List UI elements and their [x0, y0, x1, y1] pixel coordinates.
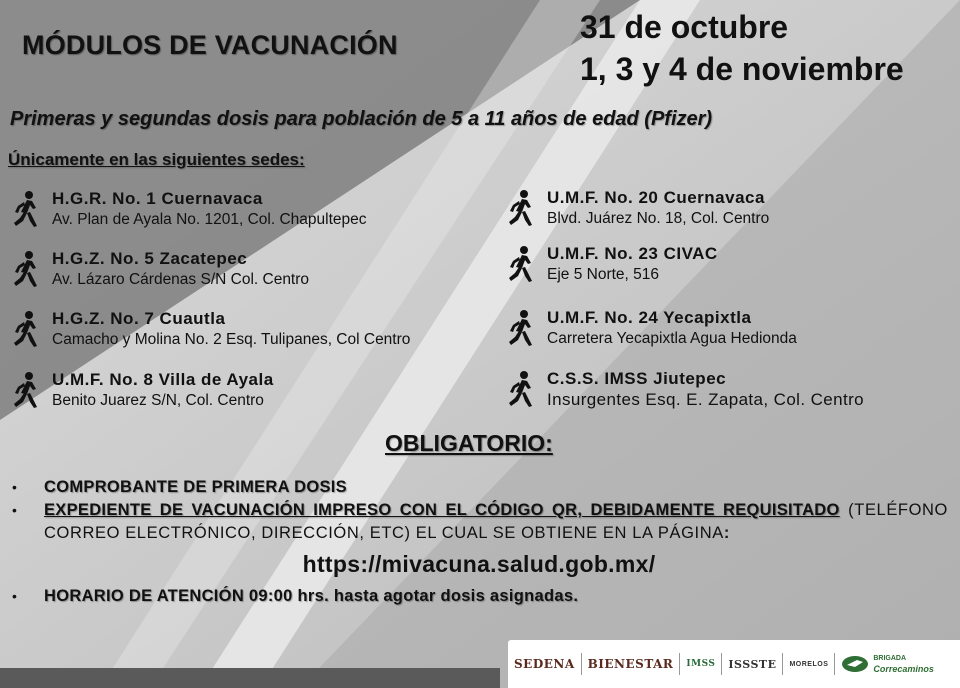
site-item	[8, 188, 367, 230]
bienestar-logo: BIENESTAR	[587, 657, 674, 671]
requirement-record-colon: :	[723, 524, 730, 542]
sites-intro: Únicamente en las siguientes sedes:	[8, 150, 305, 169]
site-name: U.M.F. No. 24 Yecapixtla	[547, 308, 752, 327]
imss-logo: IMSS	[686, 659, 716, 669]
site-item	[503, 243, 718, 285]
logo-divider	[581, 653, 582, 675]
site-address: Av. Plan de Ayala No. 1201, Col. Chapultepec	[52, 211, 367, 228]
walking-person-icon	[503, 189, 537, 227]
walking-person-icon	[503, 245, 537, 283]
brigada-logo-bottom: Correcaminos	[873, 664, 934, 674]
site-address: Insurgentes Esq. E. Zapata, Col. Centro	[547, 390, 865, 409]
sedena-logo: SEDENA	[514, 657, 575, 671]
site-name: U.M.F. No. 23 CIVAC	[547, 244, 718, 263]
requirements-list	[10, 476, 948, 608]
bullet: •	[12, 588, 17, 604]
site-name: U.M.F. No. 20 Cuernavaca	[547, 188, 765, 207]
site-address: Benito Juarez S/N, Col. Centro	[52, 392, 264, 409]
subtitle: Primeras y segundas dosis para población de 5 a 11 años de edad (Pfizer)	[10, 108, 713, 130]
logo-divider	[834, 653, 835, 675]
logo-divider	[679, 653, 680, 675]
logo-divider	[721, 653, 722, 675]
requirement-first-dose: COMPROBANTE DE PRIMERA DOSIS	[44, 478, 347, 496]
site-item	[503, 307, 797, 349]
walking-person-icon	[503, 370, 537, 408]
site-name: H.G.R. No. 1 Cuernavaca	[52, 189, 263, 208]
walking-person-icon	[8, 371, 42, 409]
site-name: H.G.Z. No. 7 Cuautla	[52, 309, 226, 328]
logo-divider	[782, 653, 783, 675]
brigada-emblem-icon	[841, 654, 869, 674]
bullet: •	[12, 479, 17, 495]
site-item	[503, 187, 769, 229]
logo-strip	[508, 640, 960, 688]
site-address: Carretera Yecapixtla Agua Hedionda	[547, 330, 797, 347]
list-item	[10, 476, 948, 499]
requirement-record	[44, 499, 948, 545]
walking-person-icon	[8, 250, 42, 288]
walking-person-icon	[503, 309, 537, 347]
list-item	[10, 499, 948, 545]
walking-person-icon	[8, 310, 42, 348]
site-name: C.S.S. IMSS Jiutepec	[547, 369, 727, 388]
site-address: Av. Lázaro Cárdenas S/N Col. Centro	[52, 271, 310, 288]
bottom-band	[0, 668, 500, 688]
brigada-logo-top: BRIGADA	[873, 655, 907, 662]
mandatory-heading: OBLIGATORIO:	[385, 430, 553, 456]
issste-logo: ISSSTE	[728, 657, 777, 671]
brigada-logo	[873, 654, 934, 674]
walking-person-icon	[8, 190, 42, 228]
requirement-record-detail: (TELÉFONO CORREO ELECTRÓNICO, DIRECCIÓN, ETC) EL CUAL SE OBTIENE EN LA PÁGINA	[44, 501, 948, 542]
date-line-1: 31 de octubre	[580, 9, 789, 45]
date-line-2: 1, 3 y 4 de noviembre	[580, 51, 904, 87]
vaccine-url-link[interactable]: https://mivacuna.salud.gob.mx/	[302, 551, 656, 577]
dates	[580, 6, 904, 90]
bullet: •	[12, 502, 17, 518]
site-item	[8, 369, 274, 411]
site-item	[8, 248, 309, 290]
requirement-schedule: HORARIO DE ATENCIÓN 09:00 hrs. hasta agotar dosis asignadas.	[44, 587, 579, 605]
page-title: MÓDULOS DE VACUNACIÓN	[22, 30, 398, 60]
site-address: Eje 5 Norte, 516	[547, 266, 660, 283]
morelos-logo: MORELOS	[789, 660, 829, 668]
site-name: U.M.F. No. 8 Villa de Ayala	[52, 370, 274, 389]
requirement-record-bold: EXPEDIENTE DE VACUNACIÓN IMPRESO CON EL CÓDIGO QR, DEBIDAMENTE REQUISITADO	[44, 501, 840, 519]
site-item	[503, 368, 864, 410]
site-address: Camacho y Molina No. 2 Esq. Tulipanes, Col Centro	[52, 331, 411, 348]
site-name: H.G.Z. No. 5 Zacatepec	[52, 249, 248, 268]
site-address: Blvd. Juárez No. 18, Col. Centro	[547, 210, 770, 227]
list-item	[10, 585, 948, 608]
site-item	[8, 308, 410, 350]
